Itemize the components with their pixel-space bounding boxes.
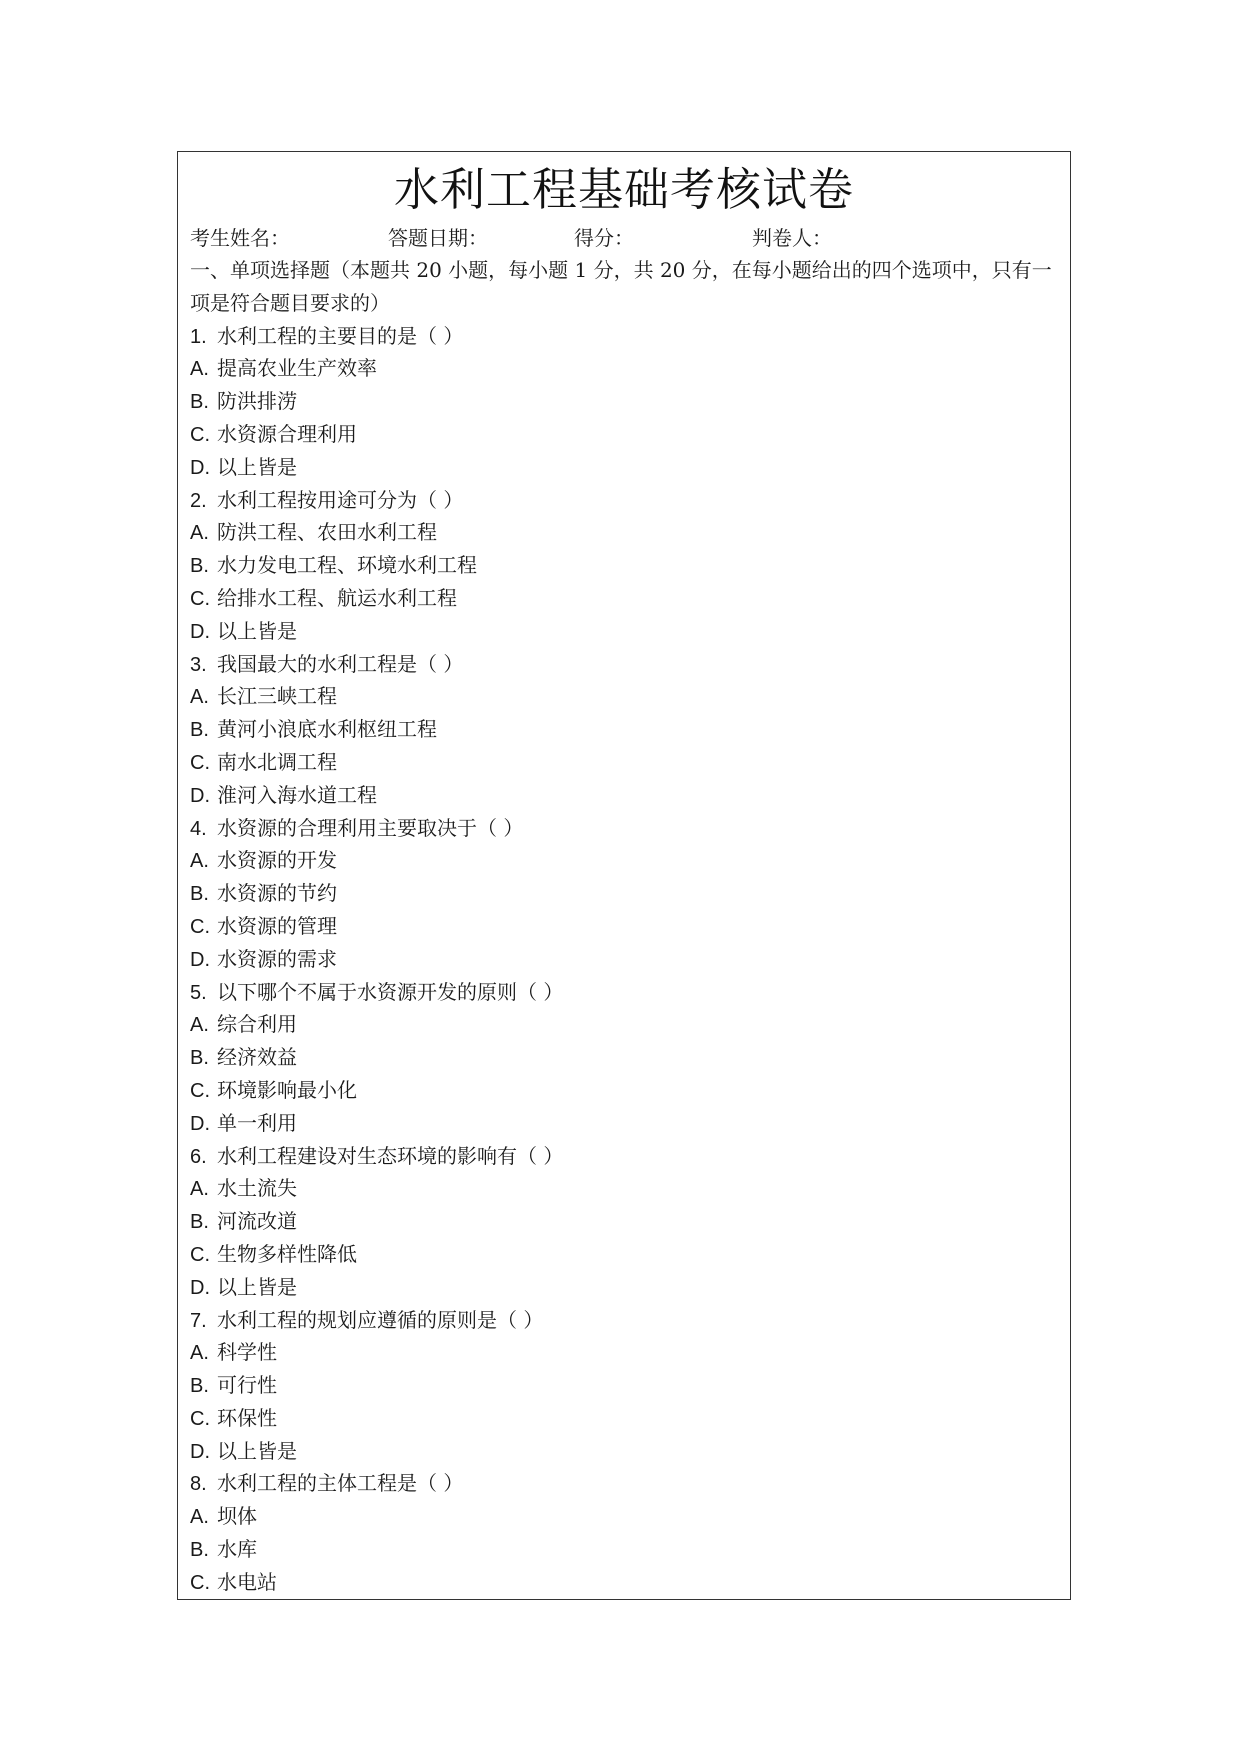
question-option (190, 877, 1058, 910)
question-number: 4. (190, 817, 207, 840)
question-stem (190, 812, 1058, 845)
question-stem (190, 484, 1058, 517)
question-option (190, 910, 1058, 943)
option-letter: B. (190, 1539, 209, 1562)
option-letter: D. (190, 948, 210, 971)
option-letter: D. (190, 1276, 210, 1299)
option-text: 给排水工程、航运水利工程 (217, 585, 457, 610)
option-letter: B. (190, 555, 209, 578)
option-letter: C. (190, 1407, 210, 1430)
question-option (190, 1074, 1058, 1107)
option-text: 生物多样性降低 (217, 1241, 357, 1266)
option-letter: C. (190, 423, 210, 446)
question-option (190, 1566, 1058, 1599)
question-option (190, 385, 1058, 418)
option-text: 以上皆是 (217, 1438, 297, 1463)
option-letter: B. (190, 1211, 209, 1234)
option-text: 综合利用 (217, 1012, 297, 1037)
question-stem (190, 320, 1058, 353)
question-option (190, 1533, 1058, 1566)
question-number: 1. (190, 325, 207, 348)
option-text: 水资源的需求 (217, 946, 337, 971)
option-letter: A. (190, 1506, 209, 1529)
question-text: 以下哪个不属于水资源开发的原则（ ） (217, 979, 564, 1004)
option-text: 水资源的开发 (217, 848, 337, 873)
question-option (190, 1008, 1058, 1041)
question-option (190, 1336, 1058, 1369)
question-text: 水利工程的规划应遵循的原则是（ ） (217, 1307, 544, 1332)
option-letter: C. (190, 587, 210, 610)
option-letter: D. (190, 456, 210, 479)
option-letter: D. (190, 784, 210, 807)
option-text: 防洪排涝 (217, 389, 297, 414)
question-option (190, 582, 1058, 615)
option-text: 水资源合理利用 (217, 421, 357, 446)
option-letter: A. (190, 522, 209, 545)
question-option (190, 549, 1058, 582)
option-text: 淮河入海水道工程 (217, 782, 377, 807)
section-instruction: 一、单项选择题（本题共 20 小题，每小题 1 分，共 20 分，在每小题给出的四个选项中，只有一项是符合题目要求的） (190, 258, 1052, 315)
question-number: 5. (190, 981, 207, 1004)
option-text: 环保性 (217, 1405, 277, 1430)
option-text: 水电站 (217, 1569, 277, 1594)
option-letter: B. (190, 719, 209, 742)
question-text: 水利工程的主要目的是（ ） (217, 323, 464, 348)
option-letter: C. (190, 1243, 210, 1266)
question-text: 水利工程建设对生态环境的影响有（ ） (217, 1143, 564, 1168)
option-letter: A. (190, 850, 209, 873)
option-text: 河流改道 (217, 1209, 297, 1234)
question-stem (190, 1304, 1058, 1337)
question-option (190, 1369, 1058, 1402)
question-option (190, 680, 1058, 713)
question-list (190, 320, 1058, 1599)
option-text: 可行性 (217, 1373, 277, 1398)
option-text: 科学性 (217, 1340, 277, 1365)
option-letter: D. (190, 620, 210, 643)
question-stem (190, 648, 1058, 681)
option-letter: C. (190, 1079, 210, 1102)
question-text: 水利工程的主体工程是（ ） (217, 1471, 464, 1496)
question-option (190, 1107, 1058, 1140)
option-text: 水土流失 (217, 1176, 297, 1201)
option-text: 黄河小浪底水利枢纽工程 (217, 717, 437, 742)
option-text: 经济效益 (217, 1045, 297, 1070)
option-text: 单一利用 (217, 1110, 297, 1135)
question-stem (190, 1140, 1058, 1173)
score-label: 得分： (574, 226, 634, 250)
option-text: 水库 (217, 1537, 257, 1562)
question-option (190, 1500, 1058, 1533)
question-option (190, 844, 1058, 877)
option-letter: A. (190, 1178, 209, 1201)
option-letter: C. (190, 915, 210, 938)
question-option (190, 615, 1058, 648)
question-option (190, 746, 1058, 779)
option-text: 坝体 (217, 1504, 257, 1529)
question-option (190, 779, 1058, 812)
question-option (190, 943, 1058, 976)
option-letter: B. (190, 883, 209, 906)
option-text: 水资源的节约 (217, 881, 337, 906)
question-option (190, 1402, 1058, 1435)
question-option (190, 1271, 1058, 1304)
question-number: 8. (190, 1473, 207, 1496)
exam-info-row (190, 222, 1058, 254)
question-option (190, 1041, 1058, 1074)
answer-date-label: 答题日期： (388, 226, 488, 250)
question-option (190, 1172, 1058, 1205)
question-option (190, 1435, 1058, 1468)
question-number: 6. (190, 1145, 207, 1168)
option-text: 防洪工程、农田水利工程 (217, 520, 437, 545)
option-text: 南水北调工程 (217, 749, 337, 774)
option-letter: D. (190, 1112, 210, 1135)
option-text: 水力发电工程、环境水利工程 (217, 553, 477, 578)
option-letter: B. (190, 391, 209, 414)
option-letter: B. (190, 1375, 209, 1398)
option-letter: A. (190, 358, 209, 381)
option-text: 水资源的管理 (217, 913, 337, 938)
option-text: 以上皆是 (217, 454, 297, 479)
option-letter: C. (190, 1571, 210, 1594)
question-option (190, 418, 1058, 451)
exam-title: 水利工程基础考核试卷 (393, 163, 854, 216)
question-option (190, 1205, 1058, 1238)
question-text: 水利工程按用途可分为（ ） (217, 487, 464, 512)
question-option (190, 516, 1058, 549)
question-option (190, 451, 1058, 484)
grader-label: 判卷人： (752, 226, 832, 250)
question-option (190, 713, 1058, 746)
question-number: 7. (190, 1309, 207, 1332)
question-stem (190, 1467, 1058, 1500)
option-letter: A. (190, 1014, 209, 1037)
option-text: 长江三峡工程 (217, 684, 337, 709)
option-text: 以上皆是 (217, 1274, 297, 1299)
option-letter: A. (190, 1342, 209, 1365)
option-letter: A. (190, 686, 209, 709)
question-text: 水资源的合理利用主要取决于（ ） (217, 815, 524, 840)
question-number: 2. (190, 489, 207, 512)
question-option (190, 1238, 1058, 1271)
exam-content (190, 254, 1058, 1599)
option-text: 提高农业生产效率 (217, 356, 377, 381)
question-number: 3. (190, 653, 207, 676)
question-text: 我国最大的水利工程是（ ） (217, 651, 464, 676)
option-text: 环境影响最小化 (217, 1077, 357, 1102)
option-letter: D. (190, 1440, 210, 1463)
exam-frame (177, 151, 1071, 1600)
question-stem (190, 976, 1058, 1009)
question-option (190, 352, 1058, 385)
option-letter: C. (190, 751, 210, 774)
candidate-name-label: 考生姓名： (190, 226, 290, 250)
option-text: 以上皆是 (217, 618, 297, 643)
option-letter: B. (190, 1047, 209, 1070)
